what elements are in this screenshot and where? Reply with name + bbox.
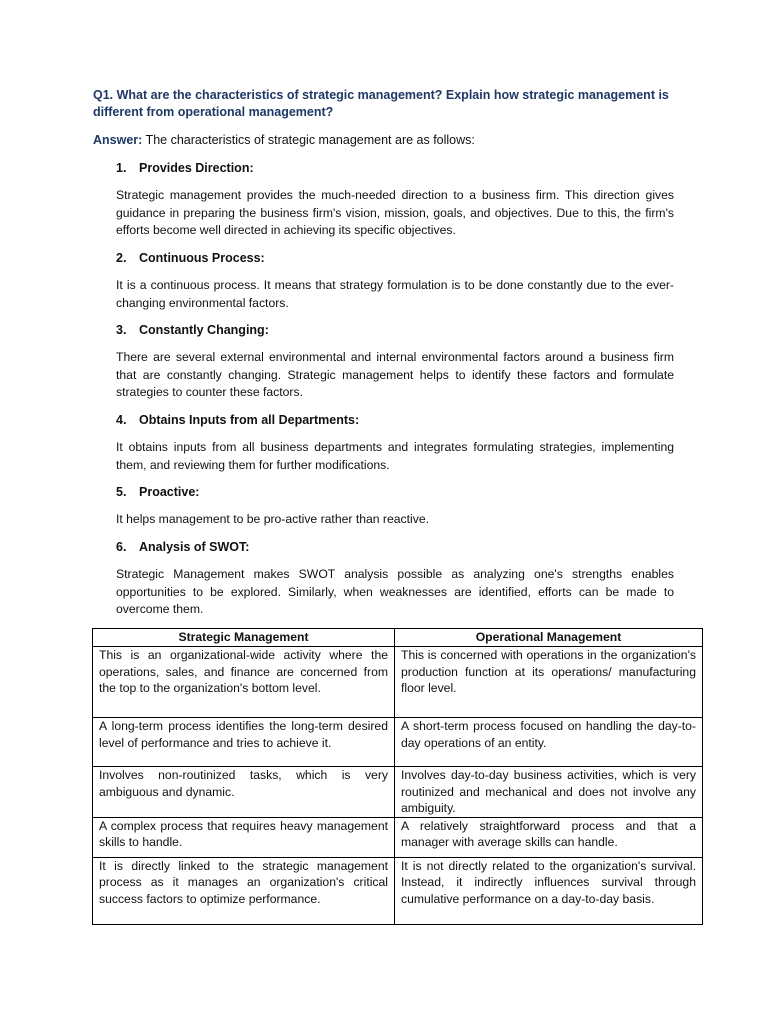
characteristic-heading-3: 3. Constantly Changing: — [116, 323, 269, 337]
table-cell: A long-term process identifies the long-term desired level of performance and tries to achieve it. — [93, 718, 395, 767]
table-cell: It is not directly related to the organization's survival. Instead, it indirectly influences survival through cumulative performance on a day-to-day basis. — [395, 857, 703, 924]
column-header-strategic: Strategic Management — [93, 629, 395, 647]
table-cell: A short-term process focused on handling the day-to-day operations of an entity. — [395, 718, 703, 767]
table-row — [93, 817, 703, 857]
characteristic-text-5: It helps management to be pro-active rather than reactive. — [116, 512, 429, 526]
table-cell: A relatively straightforward process and that a manager with average skills can handle. — [395, 817, 703, 857]
characteristic-heading-2: 2. Continuous Process: — [116, 251, 265, 265]
column-header-operational: Operational Management — [395, 629, 703, 647]
characteristic-text-4: It obtains inputs from all business departments and integrates formulating strategies, implementing them, and reviewing them for further modifications. — [116, 440, 674, 472]
table-row — [93, 767, 703, 818]
answer-intro-text: The characteristics of strategic management are as follows: — [142, 133, 475, 147]
answer-label: Answer: — [93, 133, 143, 147]
characteristic-heading-4: 4. Obtains Inputs from all Departments: — [116, 413, 360, 427]
question-heading: Q1. What are the characteristics of strategic management? Explain how strategic management is different from operational management? — [93, 88, 669, 119]
characteristic-text-3: There are several external environmental and internal environmental factors around a business firm that are constantly changing. Strategic management helps to identify these factors and formulate strategies to counter these factors. — [116, 350, 674, 399]
table-cell: Involves day-to-day business activities, which is very routinized and mechanical and does not involve any ambiguity. — [395, 767, 703, 818]
characteristic-text-6: Strategic Management makes SWOT analysis possible as analyzing one's strengths enables opportunities to be explored. Similarly, when weaknesses are identified, efforts can be made to overcome them. — [116, 567, 674, 616]
comparison-table — [92, 628, 703, 925]
table-cell: A complex process that requires heavy management skills to handle. — [93, 817, 395, 857]
characteristic-text-2: It is a continuous process. It means that strategy formulation is to be done constantly due to the ever-changing environmental factors. — [116, 278, 674, 310]
table-row — [93, 647, 703, 718]
characteristic-text-1: Strategic management provides the much-needed direction to a business firm. This direction gives guidance in preparing the business firm's vision, mission, goals, and objectives. Due to this, the firm's efforts become well directed in achieving its specific objectives. — [116, 188, 674, 237]
characteristic-heading-5: 5. Proactive: — [116, 485, 200, 499]
table-cell: This is an organizational-wide activity where the operations, sales, and finance are concerned from the top to the organization's bottom level. — [93, 647, 395, 718]
table-cell: Involves non-routinized tasks, which is very ambiguous and dynamic. — [93, 767, 395, 818]
table-row — [93, 718, 703, 767]
characteristic-heading-6: 6. Analysis of SWOT: — [116, 540, 250, 554]
answer-intro — [93, 132, 693, 149]
table-cell: It is directly linked to the strategic management process as it manages an organization's critical success factors to optimize performance. — [93, 857, 395, 924]
table-row — [93, 857, 703, 924]
characteristic-heading-1: 1. Provides Direction: — [116, 161, 254, 175]
table-header-row — [93, 629, 703, 647]
table-cell: This is concerned with operations in the organization's production function at its operations/ manufacturing floor level. — [395, 647, 703, 718]
